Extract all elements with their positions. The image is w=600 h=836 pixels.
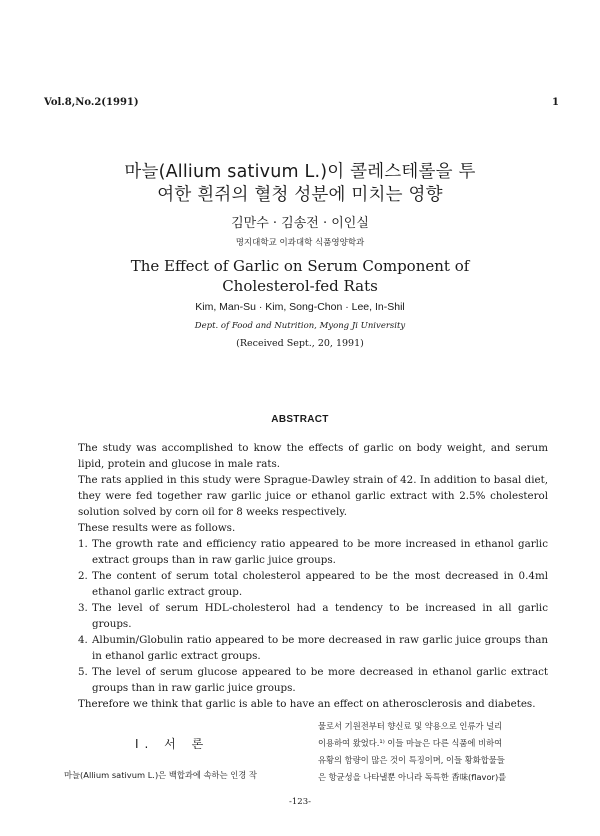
list-item xyxy=(78,632,548,664)
body-line: 물로서 기원전부터 향신료 및 약용으로 인류가 널리 xyxy=(318,721,503,731)
list-item xyxy=(78,536,548,568)
list-item-number: 1. xyxy=(78,538,88,550)
received-date: (Received Sept., 20, 1991) xyxy=(236,338,364,349)
list-item xyxy=(78,568,548,600)
section-heading: I. 서 론 xyxy=(135,737,210,751)
journal-volume: Vol.8,No.2(1991) xyxy=(44,97,139,108)
body-right-column xyxy=(318,718,558,786)
abstract-body xyxy=(78,440,548,712)
body-left-column: 마늘(Allium sativum L.)은 백합과에 속하는 인경 작 xyxy=(64,770,257,780)
korean-affiliation: 명지대학교 이과대학 식품영양학과 xyxy=(235,238,365,248)
results-list xyxy=(78,536,548,696)
list-item-number: 5. xyxy=(78,666,88,678)
korean-authors: 김만수 · 김송전 · 이인실 xyxy=(231,216,369,231)
list-item-text: The level of serum glucose appeared to be more decreased in ethanol garlic extract groups than in raw garlic juice groups. xyxy=(92,666,548,694)
english-affiliation: Dept. of Food and Nutrition, Myong Ji University xyxy=(194,321,406,331)
list-item xyxy=(78,664,548,696)
page-number-top: 1 xyxy=(552,97,559,108)
abstract-conclusion: Therefore we think that garlic is able to have an effect on atherosclerosis and diabetes. xyxy=(78,698,536,710)
page-number-bottom: -123- xyxy=(289,797,311,807)
korean-title-line2: 여한 흰쥐의 혈청 성분에 미치는 영향 xyxy=(157,185,443,205)
body-line: 유황의 함량이 많은 것이 특징이며, 이들 황화합물들 xyxy=(318,755,505,765)
abstract-paragraph: The study was accomplished to know the effects of garlic on body weight, and serum lipid, protein and glucose in male rats. xyxy=(78,442,548,470)
korean-title-line1: 마늘(Allium sativum L.)이 콜레스테롤을 투 xyxy=(124,162,476,182)
body-line: 은 항균성을 나타낼뿐 아니라 독특한 香味(flavor)를 xyxy=(318,772,507,782)
list-item-text: The content of serum total cholesterol appeared to be the most decreased in 0.4ml ethanol garlic extract group. xyxy=(92,570,548,598)
abstract-paragraph: The rats applied in this study were Sprague-Dawley strain of 42. In addition to basal diet, they were fed together raw garlic juice or ethanol garlic extract with 2.5% cholesterol solution solved by corn oil for 8 weeks respectively. xyxy=(78,474,548,518)
english-authors: Kim, Man-Su · Kim, Song-Chon · Lee, In-Shil xyxy=(195,301,405,313)
body-line: 이용하여 왔었다.¹⁾ 이들 마늘은 다른 식품에 비하여 xyxy=(318,738,503,748)
list-item-text: Albumin/Globulin ratio appeared to be more decreased in raw garlic juice groups than in ethanol garlic extract groups. xyxy=(92,634,548,662)
list-item-number: 4. xyxy=(78,634,88,646)
list-item-number: 3. xyxy=(78,602,88,614)
list-item xyxy=(78,600,548,632)
english-title-line1: The Effect of Garlic on Serum Component of xyxy=(130,257,470,275)
abstract-paragraph: These results were as follows. xyxy=(78,522,236,534)
abstract-heading: ABSTRACT xyxy=(271,414,329,425)
english-title-line2: Cholesterol-fed Rats xyxy=(222,277,378,295)
list-item-text: The level of serum HDL-cholesterol had a tendency to be increased in all garlic groups. xyxy=(92,602,548,630)
list-item-text: The growth rate and efficiency ratio appeared to be more increased in ethanol garlic extract groups than in raw garlic juice groups. xyxy=(92,538,548,566)
list-item-number: 2. xyxy=(78,570,88,582)
